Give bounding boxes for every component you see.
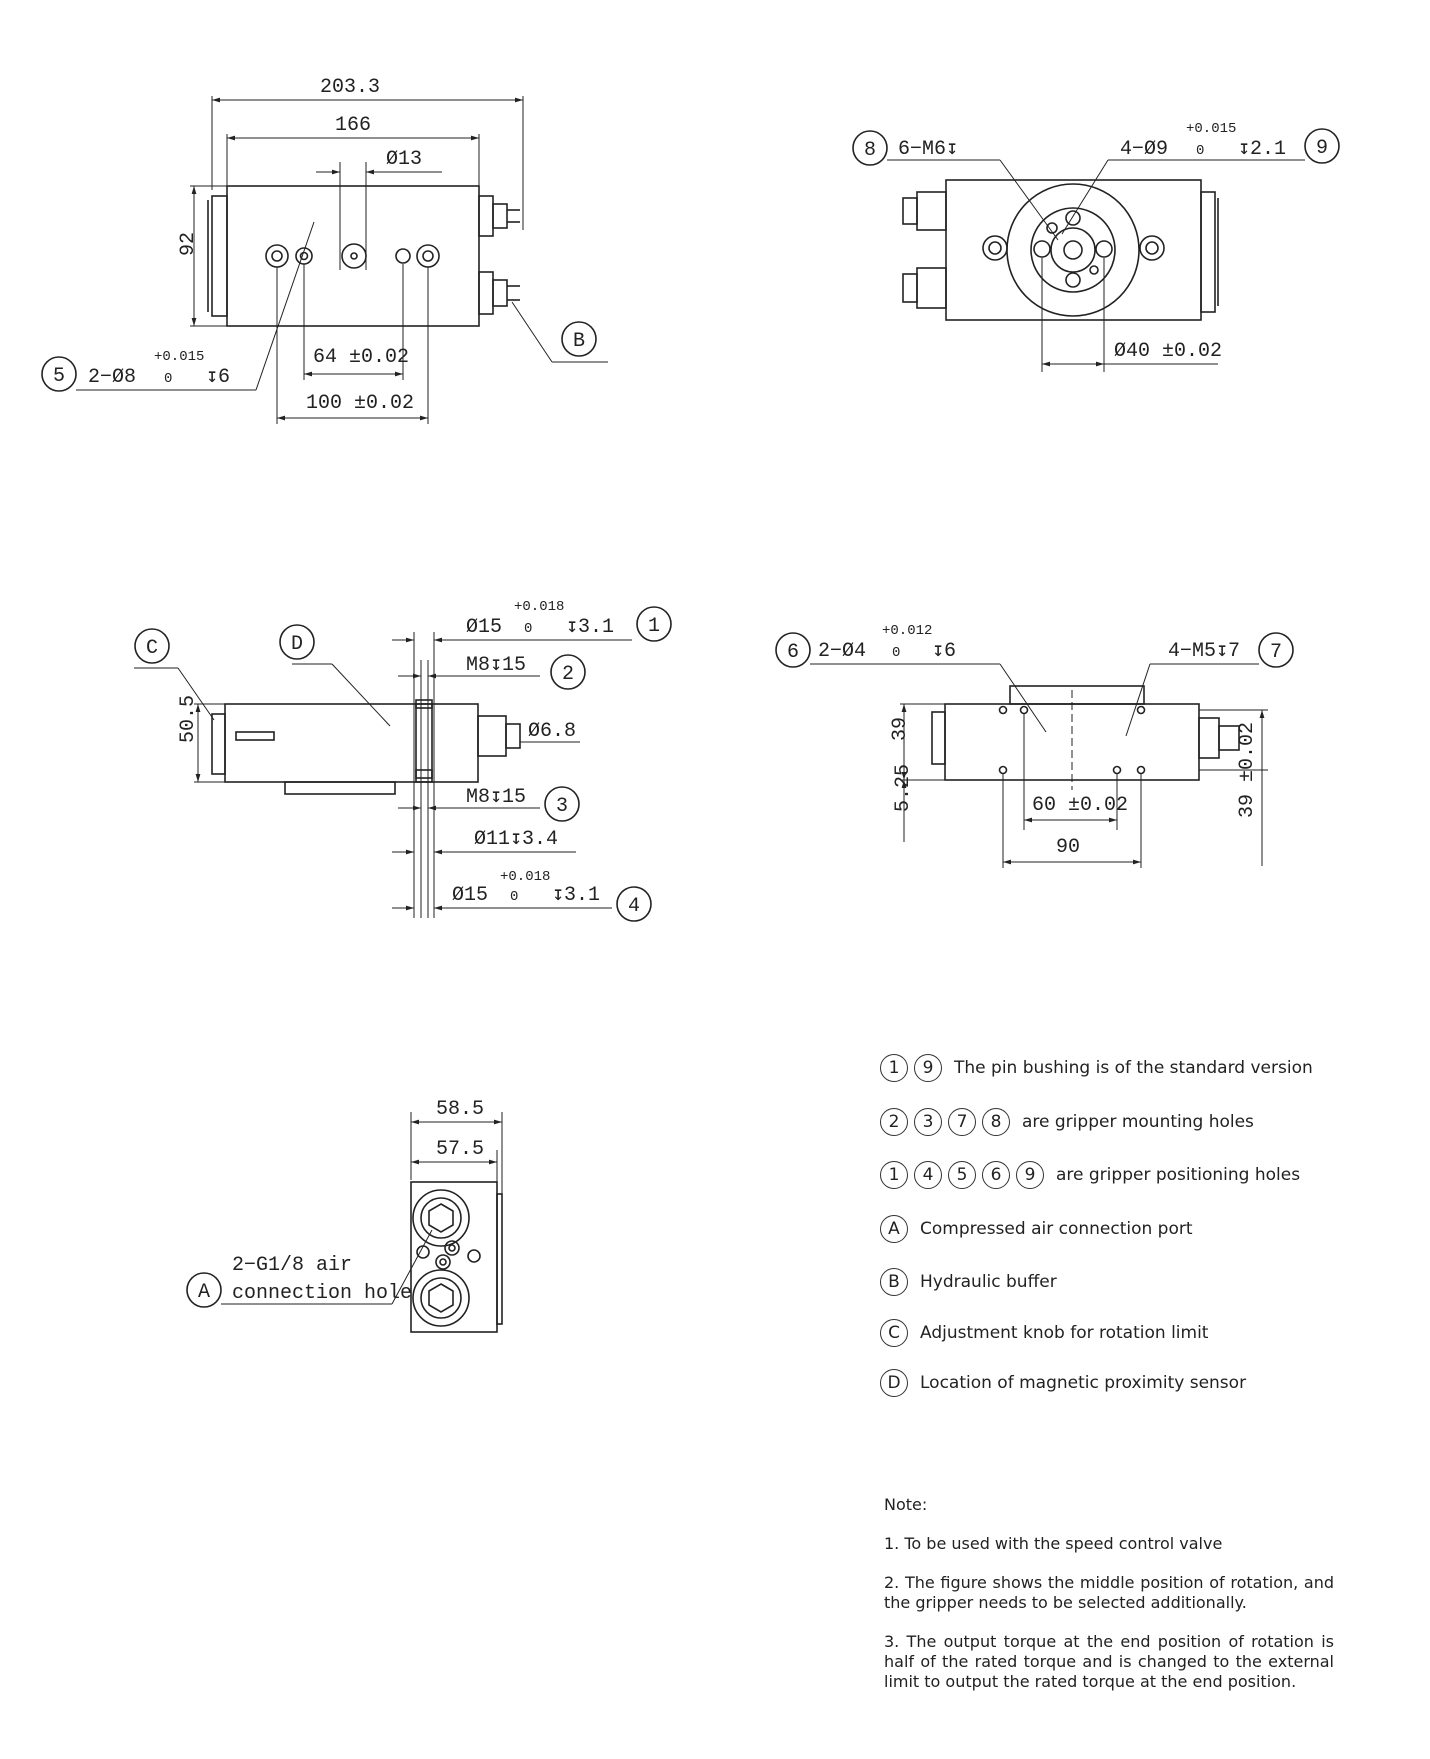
tol-5-upper: +0.015 [154, 349, 205, 365]
dim-height: 92 [177, 231, 200, 256]
dim-hole-span: 100 ±0.02 [306, 392, 415, 415]
dim-39-tol: 39 ±0.02 [1236, 721, 1259, 818]
mark-circle: B [880, 1268, 908, 1296]
tol-9-upper: +0.015 [1186, 121, 1237, 137]
dim-port-diameter: Ø6.8 [528, 720, 577, 743]
label-4: Ø15 [452, 884, 489, 907]
tol-1-lower: 0 [524, 621, 533, 637]
tol-6-upper: +0.012 [882, 623, 933, 639]
callout-5: 5 [53, 365, 66, 388]
mark-circle: 6 [982, 1161, 1010, 1189]
label-6: 2−Ø4 [818, 640, 867, 663]
callout-2: 2 [562, 663, 575, 686]
dim-60: 60 ±0.02 [1032, 794, 1129, 817]
dim-90: 90 [1056, 836, 1081, 859]
view-middle-left [134, 607, 671, 921]
callout-8: 8 [864, 139, 877, 162]
label-7: 4−M5↧7 [1168, 640, 1241, 663]
legend-text: Hydraulic buffer [920, 1272, 1057, 1292]
legend-row-pin-bushing [880, 1054, 1313, 1082]
depth-6: ↧6 [932, 640, 957, 663]
depth-1: ↧3.1 [566, 616, 615, 639]
legend-row-positioning-holes [880, 1161, 1300, 1189]
dim-525: 5.25 [892, 763, 915, 812]
mark-circle: 2 [880, 1108, 908, 1136]
view-top-right [853, 129, 1339, 372]
note-item: 3. The output torque at the end position of rotation is half of the rated torque and is changed to the external limit to output the rated torque at the end position. [884, 1632, 1334, 1691]
mark-circle: C [880, 1319, 908, 1347]
label-c11: Ø11↧3.4 [474, 828, 559, 851]
legend-text: are gripper positioning holes [1056, 1165, 1301, 1185]
callout-1: 1 [648, 615, 661, 638]
label-a-line2: connection hole [232, 1282, 413, 1305]
callout-d: D [291, 633, 304, 656]
mark-circle: 1 [880, 1054, 908, 1082]
legend-row-proximity-sensor [880, 1369, 1246, 1397]
label-1: Ø15 [466, 616, 503, 639]
callout-6: 6 [787, 641, 800, 664]
mark-circle: 9 [914, 1054, 942, 1082]
mark-circle: 3 [914, 1108, 942, 1136]
dim-hole-pitch: 64 ±0.02 [313, 346, 410, 369]
label-2: M8↧15 [466, 654, 527, 677]
label-a-line1: 2−G1/8 air [232, 1254, 353, 1277]
note-item: 1. To be used with the speed control valve [884, 1534, 1223, 1553]
callout-9: 9 [1316, 137, 1329, 160]
dim-body-length: 166 [335, 114, 372, 137]
notes [884, 1495, 1334, 1711]
legend-text: are gripper mounting holes [1022, 1112, 1254, 1132]
dim-575: 57.5 [436, 1138, 485, 1161]
tol-1-upper: +0.018 [514, 599, 565, 615]
dim-flange-diameter: Ø40 ±0.02 [1114, 340, 1223, 363]
depth-9: ↧2.1 [1238, 138, 1287, 161]
dim-585: 58.5 [436, 1098, 485, 1121]
label-3: M8↧15 [466, 786, 527, 809]
tol-5-lower: 0 [164, 371, 173, 387]
mark-circle: 8 [982, 1108, 1010, 1136]
depth-4: ↧3.1 [552, 884, 601, 907]
legend-text: The pin bushing is of the standard version [954, 1058, 1313, 1078]
mark-circle: 7 [948, 1108, 976, 1136]
label-9: 4−Ø9 [1120, 138, 1169, 161]
callout-7: 7 [1270, 641, 1283, 664]
dim-bore-diameter: Ø13 [386, 148, 423, 171]
legend-text: Compressed air connection port [920, 1219, 1193, 1239]
notes-title: Note: [884, 1495, 928, 1514]
legend-text: Location of magnetic proximity sensor [920, 1373, 1247, 1393]
callout-b: B [573, 330, 586, 353]
mark-circle: D [880, 1369, 908, 1397]
legend-row-hydraulic-buffer [880, 1268, 1057, 1296]
view-middle-right [776, 633, 1293, 868]
callout-3: 3 [556, 795, 569, 818]
callout-a: A [198, 1281, 211, 1304]
dim-39: 39 [889, 716, 912, 741]
legend-row-adjustment-knob [880, 1319, 1208, 1347]
mark-circle: A [880, 1215, 908, 1243]
legend-row-air-port [880, 1215, 1193, 1243]
dim-overall-length: 203.3 [320, 76, 381, 99]
tol-4-upper: +0.018 [500, 869, 551, 885]
depth-5: ↧6 [206, 366, 231, 389]
tol-4-lower: 0 [510, 889, 519, 905]
callout-c: C [146, 637, 159, 660]
callout-4: 4 [628, 895, 641, 918]
tol-9-lower: 0 [1196, 143, 1205, 159]
mark-circle: 1 [880, 1161, 908, 1189]
mark-circle: 4 [914, 1161, 942, 1189]
legend-row-mounting-holes [880, 1108, 1254, 1136]
mark-circle: 5 [948, 1161, 976, 1189]
note-item: 2. The figure shows the middle position of rotation, and the gripper needs to be selected additionally. [884, 1573, 1334, 1612]
mark-circle: 9 [1016, 1161, 1044, 1189]
tol-6-lower: 0 [892, 645, 901, 661]
legend-text: Adjustment knob for rotation limit [920, 1323, 1209, 1343]
label-8: 6−M6↧ [898, 138, 959, 161]
dim-height-505: 50.5 [177, 694, 200, 743]
label-5: 2−Ø8 [88, 366, 137, 389]
